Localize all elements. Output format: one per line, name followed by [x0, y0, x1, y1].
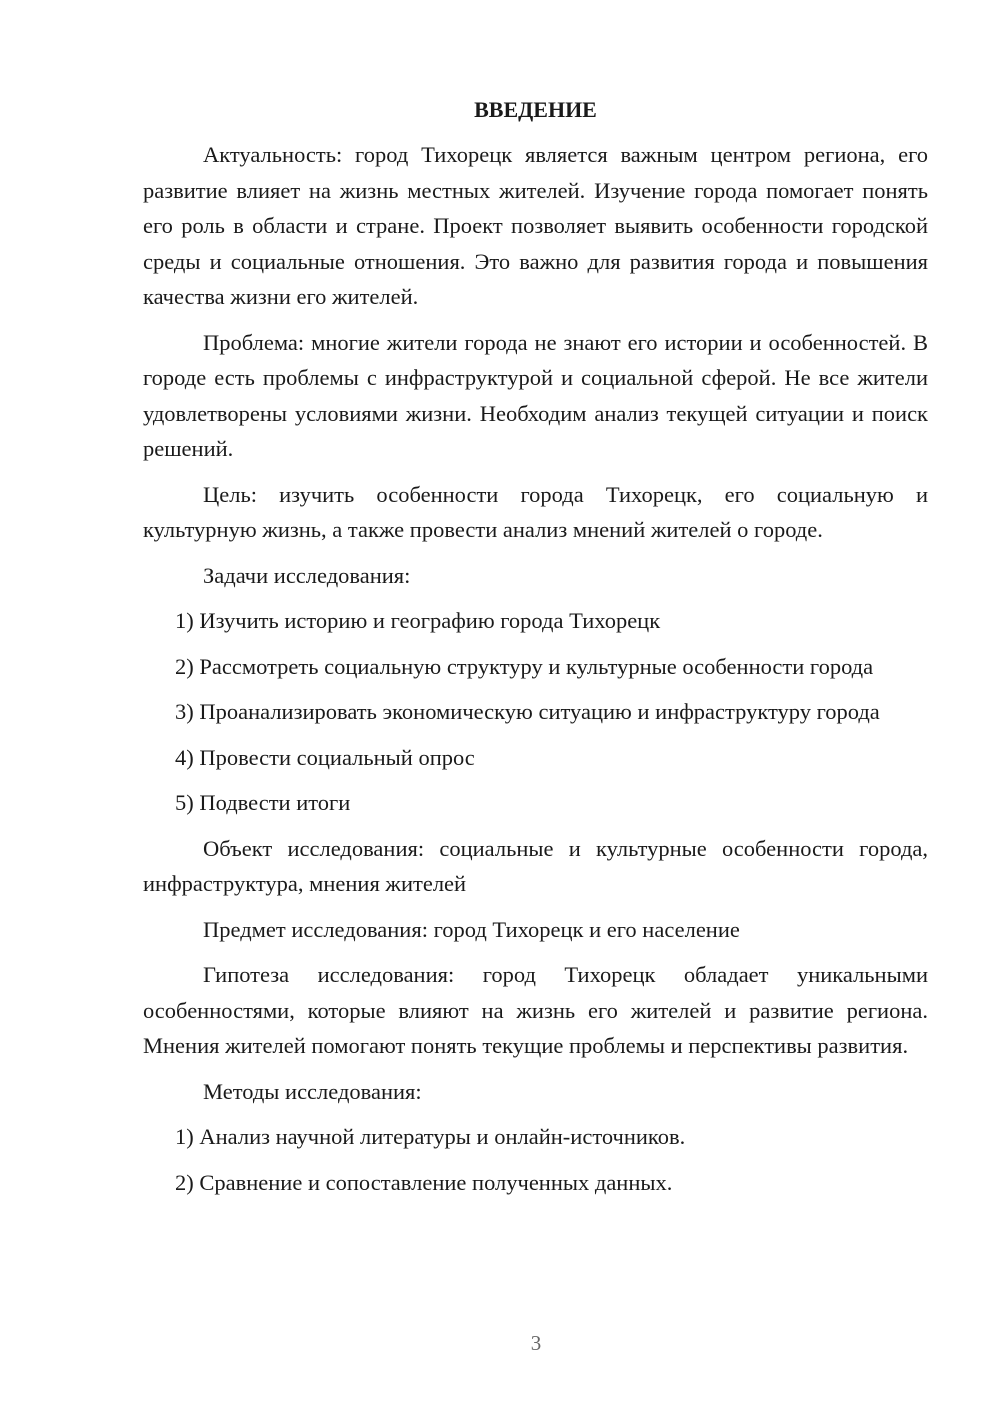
paragraph-methods-heading: Методы исследования: — [203, 1078, 422, 1104]
paragraph-hypothesis: Гипотеза исследования: город Тихорецк обладает уникальными особенностями, которые влияют на жизнь его жителей и развитие региона. Мнения жителей помогают понять текущие проблемы и перспективы развития. — [143, 962, 928, 1058]
document-page — [143, 92, 928, 1210]
task-item-4: 4) Провести социальный опрос — [175, 744, 475, 770]
page-number: 3 — [530, 1331, 542, 1355]
method-item-2: 2) Сравнение и сопоставление полученных данных. — [175, 1169, 673, 1195]
section-title: ВВЕДЕНИЕ — [474, 97, 597, 122]
method-item-1: 1) Анализ научной литературы и онлайн-источников. — [175, 1124, 686, 1149]
task-item-2: 2) Рассмотреть социальную структуру и культурные особенности города — [175, 653, 874, 679]
paragraph-problem: Проблема: многие жители города не знают его истории и особенностей. В городе есть проблемы с инфраструктурой и социальной сферой. Не все жители удовлетворены условиями жизни. Необходим анализ текущей ситуации и поиск решений. — [143, 329, 928, 461]
paragraph-object: Объект исследования: социальные и культурные особенности города, инфраструктура, мнения жителей — [143, 835, 928, 896]
task-item-3: 3) Проанализировать экономическую ситуацию и инфраструктуру города — [175, 699, 880, 724]
paragraph-goal: Цель: изучить особенности города Тихорецк, его социальную и культурную жизнь, а также провести анализ мнений жителей о городе. — [143, 481, 928, 542]
paragraph-tasks-heading: Задачи исследования: — [203, 562, 411, 588]
task-item-5: 5) Подвести итоги — [175, 790, 351, 815]
task-item-1: 1) Изучить историю и географию города Тихорецк — [175, 608, 661, 633]
paragraph-relevance: Актуальность: город Тихорецк является важным центром региона, его развитие влияет на жизнь местных жителей. Изучение города помогает понять его роль в области и стране. Проект позволяет выявить особенности городской среды и социальные отношения. Это важно для развития города и повышения качества жизни его жителей. — [143, 142, 928, 309]
paragraph-subject: Предмет исследования: город Тихорецк и его население — [203, 916, 740, 942]
